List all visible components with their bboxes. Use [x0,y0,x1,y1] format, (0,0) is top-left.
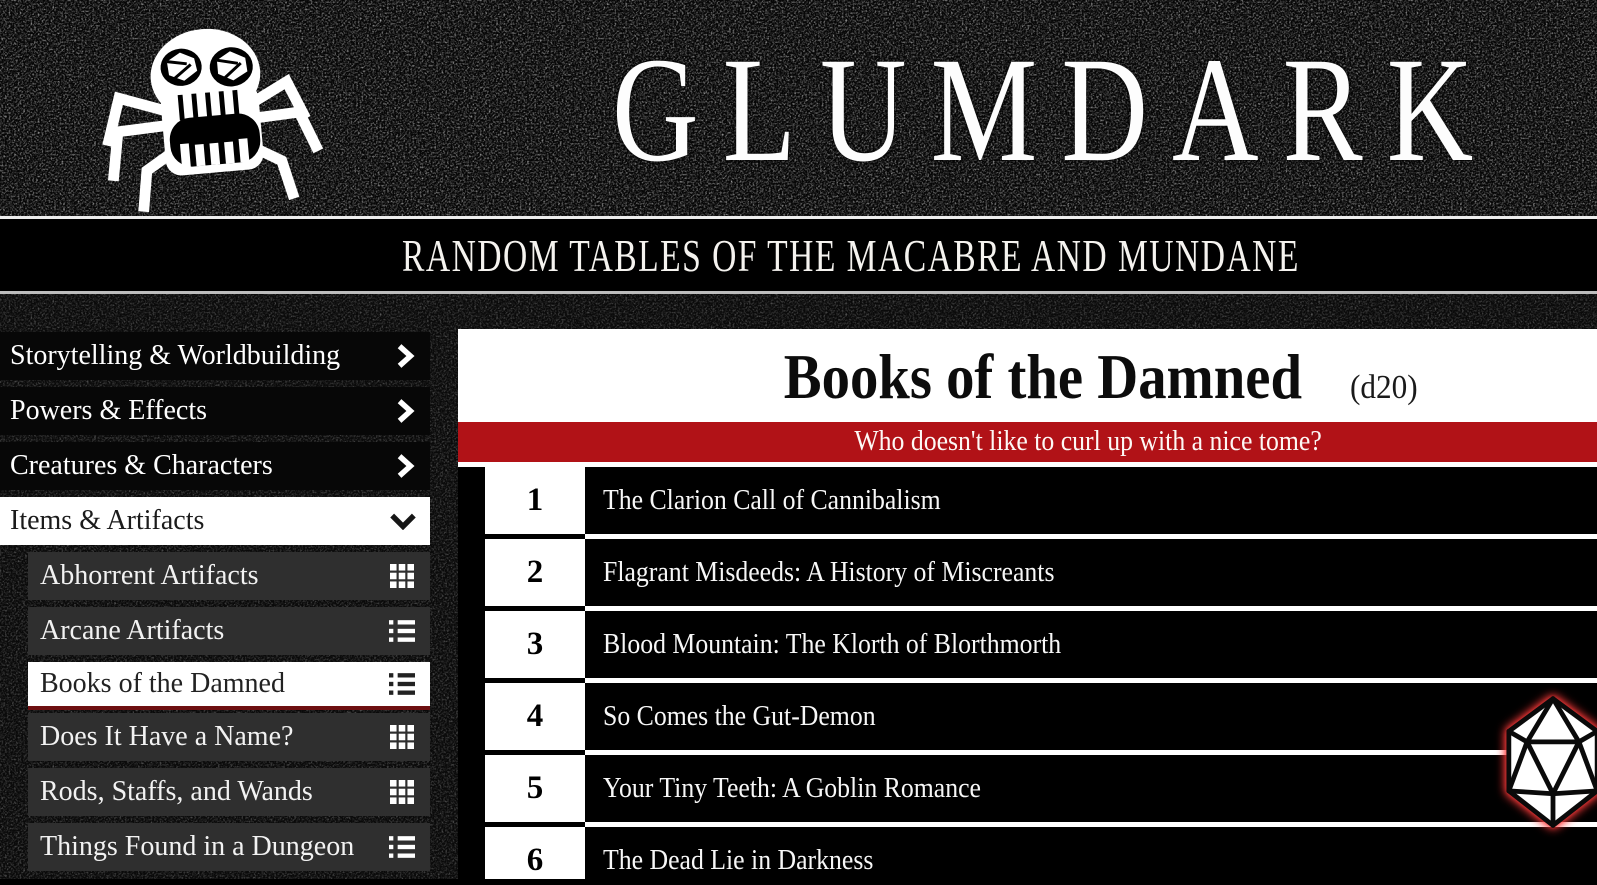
grid-icon [389,725,415,749]
sidebar-subitem-books-of-the-damned[interactable] [28,662,430,710]
sidebar-subitem-things-found-in-a-dungeon[interactable] [28,823,430,871]
roll-number-cell: 6 [485,827,585,879]
d20-die-icon [1505,695,1597,831]
result-cell [585,539,1597,611]
result-cell [585,827,1597,879]
spider-skull-icon [78,18,340,214]
list-icon [389,836,415,858]
roll-number-cell: 2 [485,539,585,611]
list-icon [389,673,415,695]
sidebar-subitem-abhorrent-artifacts[interactable] [28,552,430,600]
sidebar-subitem-arcane-artifacts[interactable] [28,607,430,655]
result-text: So Comes the Gut-Demon [603,700,876,732]
chevron-down-icon [390,512,416,530]
flavor-banner-text: Who doesn't like to curl up with a nice tome? [854,426,1322,457]
table-row [458,539,1597,611]
result-text: Flagrant Misdeeds: A History of Miscreants [603,556,1055,588]
tagline-band [0,219,1597,294]
site-header [0,0,1597,219]
dice-notation: (d20) [1350,369,1418,406]
sidebar-item-items-artifacts[interactable] [0,497,430,545]
site-logo[interactable] [78,18,340,214]
result-text: The Dead Lie in Darkness [603,844,874,876]
grid-icon [389,780,415,804]
random-table [458,467,1597,879]
table-row [458,683,1597,755]
sidebar-item-label: Items & Artifacts [10,505,205,536]
roll-number-cell: 5 [485,755,585,827]
result-text: Your Tiny Teeth: A Goblin Romance [603,772,981,804]
page-title: Books of the Damned [784,342,1303,412]
page-body [0,294,1597,879]
sidebar-subitem-rods-staffs-wands[interactable] [28,768,430,816]
chevron-right-icon [394,344,416,368]
sidebar-subitem-label: Rods, Staffs, and Wands [40,776,313,807]
tagline-text: RANDOM TABLES OF THE MACABRE AND MUNDANE [401,229,1300,281]
result-cell [585,611,1597,683]
roll-number-cell: 3 [485,611,585,683]
table-row [458,827,1597,879]
chevron-right-icon [394,454,416,478]
chevron-right-icon [394,399,416,423]
flavor-banner [458,422,1597,462]
sidebar-item-label: Storytelling & Worldbuilding [10,340,341,371]
sidebar [0,332,430,878]
result-cell [585,683,1597,755]
result-cell [585,467,1597,539]
result-text: Blood Mountain: The Klorth of Blorthmorth [603,628,1062,660]
table-row [458,755,1597,827]
site-title: GLUMDARK [612,26,1498,193]
sidebar-subitem-label: Arcane Artifacts [40,615,225,646]
sidebar-subitem-label: Does It Have a Name? [40,721,294,752]
sidebar-item-label: Creatures & Characters [10,450,273,481]
sidebar-subitem-label: Books of the Damned [40,668,285,699]
roll-number-cell: 4 [485,683,585,755]
sidebar-item-powers-effects[interactable] [0,387,430,435]
sidebar-subitem-does-it-have-a-name[interactable] [28,713,430,761]
roll-number-cell: 1 [485,467,585,539]
sidebar-subitem-label: Abhorrent Artifacts [40,560,259,591]
list-icon [389,620,415,642]
grid-icon [389,564,415,588]
result-text: The Clarion Call of Cannibalism [603,484,941,516]
content-panel [458,329,1597,879]
sidebar-item-label: Powers & Effects [10,395,207,426]
sidebar-item-creatures-characters[interactable] [0,442,430,490]
sidebar-subitem-label: Things Found in a Dungeon [40,831,355,862]
d20-roll-button[interactable] [1505,695,1597,831]
sidebar-item-storytelling-worldbuilding[interactable] [0,332,430,380]
table-row [458,467,1597,539]
table-row [458,611,1597,683]
content-title-row [458,329,1597,422]
result-cell [585,755,1597,827]
